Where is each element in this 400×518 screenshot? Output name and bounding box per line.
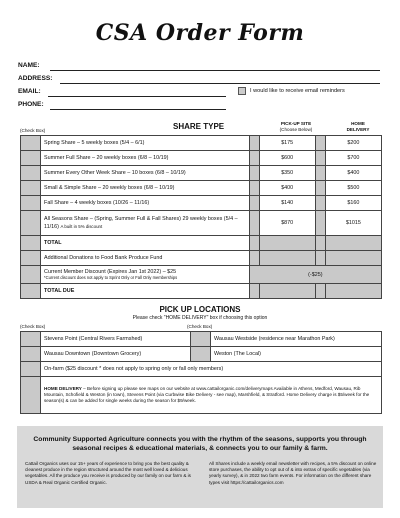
- location-checkbox-header-right: (Check Box): [187, 324, 213, 329]
- location-option: Wausau Westside (residence near Marathon Park): [211, 332, 382, 347]
- location-checkbox[interactable]: [21, 332, 41, 347]
- cell-gap: [249, 136, 259, 151]
- pickup-price: $140: [259, 196, 315, 211]
- total-row: [21, 236, 382, 251]
- on-farm-checkbox[interactable]: [21, 362, 41, 377]
- pickup-price: $175: [259, 136, 315, 151]
- donation-pickup-field[interactable]: [259, 251, 315, 266]
- cell-gap: [315, 211, 325, 236]
- footer-right-text: All Shares include a weekly email newsletter with recipes, a 5% discount on online store purchases, the ability to opt out of & into extras of specific vegetables (via yearly survey), & in 2022 two farm events. For information on the different share types visit https://cattailorganics.com: [209, 461, 377, 485]
- email-reminder-label: I would like to receive email reminders: [250, 88, 345, 94]
- discount-cell: [41, 266, 250, 284]
- home-price: $500: [325, 181, 381, 196]
- share-label: Fall Share – 4 weekly boxes (10/26 – 11/16): [41, 196, 250, 211]
- share-label: Summer Every Other Week Share – 10 boxes (6/8 – 10/19): [41, 166, 250, 181]
- share-checkbox[interactable]: [21, 181, 41, 196]
- location-row: [21, 377, 382, 414]
- location-row: [21, 362, 382, 377]
- home-price: $1015: [325, 211, 381, 236]
- choose-below-header: (Choose Below): [279, 127, 313, 132]
- discount-row: [21, 266, 382, 284]
- location-option: Weston (The Local): [211, 347, 382, 362]
- total-due-label: TOTAL DUE: [41, 284, 250, 299]
- cell-gap: [315, 151, 325, 166]
- home-price: $400: [325, 166, 381, 181]
- footer-left-text: Cattail Organics uses our 15+ years of experience to bring you the best quality & cleanest produce in the region structured around the most well loved & delicious vegetables. All the produce you receive is produced by our family on our farm & is USDA & Real Organic Certified Organic.: [25, 461, 191, 485]
- home-header: HOME: [351, 121, 365, 126]
- footer-headline: Community Supported Agriculture connects you with the rhythm of the seasons, supports you through seasonal recipes & educational materials, & connects you to our family & farm.: [33, 436, 367, 452]
- pickup-price: $400: [259, 181, 315, 196]
- address-label: ADDRESS:: [18, 75, 53, 82]
- cell-gap: [249, 151, 259, 166]
- location-checkbox-header-left: (Check Box): [20, 324, 46, 329]
- location-checkbox[interactable]: [191, 347, 211, 362]
- cell-gap: [249, 166, 259, 181]
- discount-label: Current Member Discount (Expires Jan 1st 2022) – $25: [44, 268, 177, 275]
- share-checkbox[interactable]: [21, 166, 41, 181]
- blank-cell: [21, 284, 41, 299]
- share-row-all-seasons: [21, 211, 382, 236]
- cell-gap: [249, 251, 259, 266]
- pickup-locations-subtitle: Please check "HOME DELIVERY" box if choosing this option: [132, 315, 268, 321]
- cell-gap: [315, 251, 325, 266]
- share-label: Spring Share – 5 weekly boxes (5/4 – 6/1): [41, 136, 250, 151]
- share-checkbox[interactable]: [21, 136, 41, 151]
- cell-gap: [315, 284, 325, 299]
- cell-gap: [315, 166, 325, 181]
- cell-gap: [249, 211, 259, 236]
- home-price: $160: [325, 196, 381, 211]
- phone-field[interactable]: [50, 101, 226, 110]
- share-row: [21, 166, 382, 181]
- cell-gap: [315, 196, 325, 211]
- phone-label: PHONE:: [18, 101, 44, 108]
- email-reminder-checkbox[interactable]: [238, 87, 246, 95]
- pickup-price: $350: [259, 166, 315, 181]
- total-due-pickup-field[interactable]: [259, 284, 315, 299]
- locations-table: [20, 331, 382, 414]
- delivery-header: DELIVERY: [346, 127, 370, 132]
- share-label: Small & Simple Share – 20 weekly boxes (6/8 – 10/19): [41, 181, 250, 196]
- on-farm-option: On-farm ($25 discount * does not apply to spring only or fall only members): [41, 362, 382, 377]
- home-delivery-text: – Before signing up please see maps on our website at www.cattailorganic.com/deliverymaps Available in Athens, Medford, Wausau, Rib Mountain, Schofield & Weston (in town), Stevens Point (via Curbwise Bike Delivery - see map), Marshfield, & Stratford. Home Delivery charge is $5/week for the season(s) & can be added for single weeks during the season for $9/week.: [44, 385, 370, 404]
- home-price: $200: [325, 136, 381, 151]
- home-delivery-heading: HOME DELIVERY: [44, 385, 82, 391]
- total-pickup-field[interactable]: [259, 236, 315, 251]
- address-field[interactable]: [60, 75, 380, 84]
- home-price: $700: [325, 151, 381, 166]
- pickup-locations-title: PICK UP LOCATIONS: [159, 305, 241, 314]
- donation-row: [21, 251, 382, 266]
- share-checkbox[interactable]: [21, 151, 41, 166]
- pickup-price: $870: [259, 211, 315, 236]
- donation-home-field[interactable]: [325, 251, 381, 266]
- share-row: [21, 181, 382, 196]
- email-label: EMAIL:: [18, 88, 41, 95]
- home-delivery-checkbox[interactable]: [21, 377, 41, 414]
- total-label: TOTAL: [41, 236, 250, 251]
- discount-checkbox[interactable]: [21, 266, 41, 284]
- share-row: [21, 196, 382, 211]
- share-checkbox-header: (Check Box): [20, 128, 46, 133]
- home-delivery-cell: [41, 377, 382, 414]
- share-type-header: SHARE TYPE: [173, 122, 225, 131]
- share-label: Summer Full Share – 20 weekly boxes (6/8 – 10/19): [41, 151, 250, 166]
- pickup-site-header: PICK-UP SITE: [280, 121, 312, 126]
- pickup-price: $600: [259, 151, 315, 166]
- discount-note: *Current discount does not apply to Sprint Only or Fall Only memberships: [44, 274, 178, 280]
- total-due-row: [21, 284, 382, 299]
- all-seasons-cell: [41, 211, 250, 236]
- cell-gap: [249, 284, 259, 299]
- name-label: NAME:: [18, 62, 40, 69]
- total-home-field[interactable]: [325, 236, 381, 251]
- blank-cell: [21, 251, 41, 266]
- location-checkbox[interactable]: [21, 347, 41, 362]
- name-field[interactable]: [50, 62, 380, 71]
- location-row: [21, 347, 382, 362]
- cell-gap: [315, 136, 325, 151]
- location-checkbox[interactable]: [191, 332, 211, 347]
- total-due-home-field[interactable]: [325, 284, 381, 299]
- cell-gap: [315, 236, 325, 251]
- cell-gap: [249, 196, 259, 211]
- share-checkbox[interactable]: [21, 211, 41, 236]
- location-option: Stevens Point (Central Rivers Farmshed): [41, 332, 191, 347]
- location-option: Wausau Downtown (Downtown Grocery): [41, 347, 191, 362]
- cell-gap: [249, 181, 259, 196]
- blank-cell: [21, 236, 41, 251]
- location-row: [21, 332, 382, 347]
- all-seasons-label: All Seasons Share – (Spring, Summer Full & Fall Shares) 29 weekly boxes (5/4 – 11/16): [44, 215, 238, 230]
- cell-gap: [315, 181, 325, 196]
- email-field[interactable]: [48, 88, 226, 97]
- share-row: [21, 151, 382, 166]
- share-table: [20, 135, 382, 299]
- cell-gap: [249, 236, 259, 251]
- all-seasons-note: A built in 5% discount: [60, 223, 103, 229]
- page-title: CSA Order Form: [95, 20, 305, 46]
- share-row: [21, 136, 382, 151]
- donation-label: Additional Donations to Food Bank Produce Fund: [41, 251, 250, 266]
- share-checkbox[interactable]: [21, 196, 41, 211]
- discount-value: (-$25): [249, 266, 381, 284]
- footer-panel: [17, 426, 383, 508]
